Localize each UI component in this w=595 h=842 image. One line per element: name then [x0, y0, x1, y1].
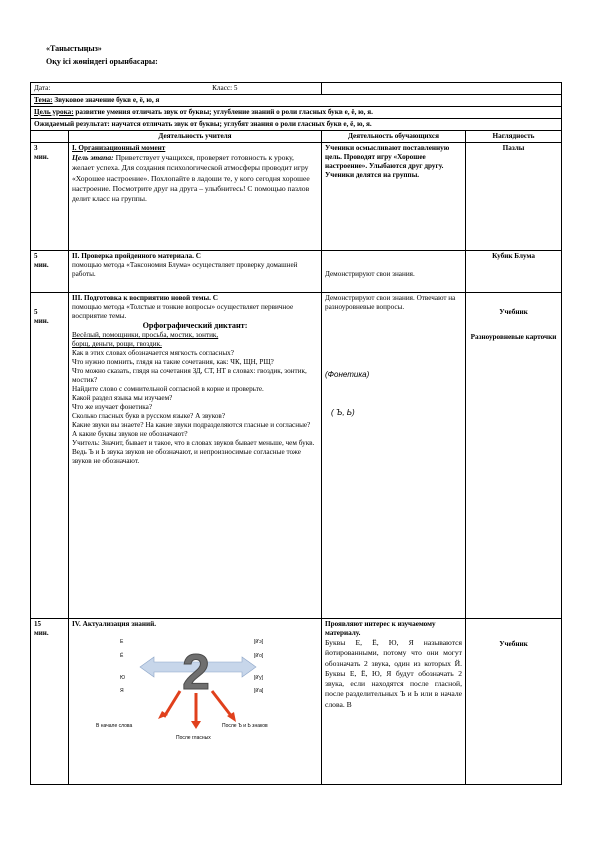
answer-phonetics: (Фонетика)	[325, 370, 370, 379]
answer-signs: ( Ъ, Ь)	[331, 408, 355, 417]
stage3-teacher: III. Подготовка к восприятию новой темы. С помощью метода «Толстые и тонкие вопросы» осуществляет первичное восприятие темы. Орфографический диктант: Весёлый, помощники, просьба, мостик, зонтик, борщ, деньги, рощи, гвоздик. Как в этих словах обозначается мягкость согласных? Что нужно помнить, глядя на такие сочетания, как: ЧК, ЩН, РЩ? Что можно сказать, глядя на сочетания ЗД, СТ, НТ в словах: гвоздик, зонтик, мостик? Найдите слово с сомнительной согласной в корне и проверьте. Какой раздел языка мы изучаем? Что же изучает фонетика? Сколько гласных букв в русском языке? А звуков? Какие звуки вы знаете? На какие звуки подразделяются гласные и согласные? А какие буквы звуков не обозначают? Учитель: Значит, бывает и такое, что в словах звуков бывает меньше, чем букв. Ведь Ъ и Ь звука звуков не обозначают, и непроизносимые согласные тоже звуков не обозначают.	[69, 293, 322, 619]
stage2-time: 5 мин.	[31, 251, 69, 293]
approval-line-2: Оқу ісі жөніндегі орынбасары:	[46, 57, 158, 66]
diagram-graphic	[72, 633, 317, 751]
col-visuals: Наглядность	[466, 131, 562, 143]
stage3-students: Демонстрируют свои знания. Отвечают на разноуровневые вопросы. (Фонетика) ( Ъ, Ь)	[322, 293, 466, 619]
goal-row: Цель урока: развитие умения отличать звук от буквы; углубление знаний о роли гласных букв е, ё, ю, я.	[31, 107, 562, 119]
stage3-time: 5 мин.	[31, 293, 69, 619]
stage1-time: 3 мин.	[31, 143, 69, 251]
stage4-visual: Учебник	[466, 619, 562, 785]
topic-row: Тема: Звуковое значение букв е, ё, ю, я	[31, 95, 562, 107]
stage1-visual: Пазлы	[466, 143, 562, 251]
stage2-visual: Кубик Блума	[466, 251, 562, 293]
arrow-left	[164, 691, 180, 717]
expected-value: научатся отличать звук от буквы; углубят знания о роли гласных букв е, ё, ю, я.	[111, 120, 372, 128]
stage1-students: Ученики осмысливают поставленную цель. Проводят игру «Хорошее настроение». Улыбаются друг другу. Ученики делятся на группы.	[322, 143, 466, 251]
stage3-visual: Учебник Разноуровневые карточки	[466, 293, 562, 619]
iotated-letters-diagram: 2 Е Ё Ю Я [й'э] [й'о] [й'у] [й'а] В начале слова После гласных После Ъ и Ь знаков	[72, 633, 318, 751]
arrow-right	[212, 691, 232, 717]
dictation-words-1: Весёлый, помощники, просьба, мостик, зонтик,	[72, 331, 219, 340]
goal-value: развитие умения отличать звук от буквы; углубление знаний о роли гласных букв е, ё, ю, я.	[75, 108, 373, 116]
dictation-title: Орфографический диктант:	[142, 321, 248, 330]
dictation-words-2: борщ, деньги, рощи, гвоздик.	[72, 340, 162, 349]
label-after-signs: После Ъ и Ь знаков	[222, 723, 268, 729]
label-word-start: В начале слова	[96, 723, 133, 729]
stage1-teacher: I. Организационный момент Цель этапа: Приветствует учащихся, проверяет готовность к уроку, желает успеха. Для создания психологической атмосферы проводит игру «Хорошее настроение». Похлопайте в ладоши те, у кого сегодня хорошее настроение. Посмотрите друг на друга – улыбнитесь! С помощью пазлов делит класс на группы.	[69, 143, 322, 251]
topic-value: Звуковое значение букв е, ё, ю, я	[54, 96, 160, 104]
col-teacher: Деятельность учителя	[69, 131, 322, 143]
number-two: 2	[182, 644, 210, 700]
stage4-teacher: IV. Актуализация знаний. 2 Е Ё Ю Я [й'э] [й'о] [й'у] [й'а] В начале слова После гласных После Ъ и Ь знаков	[69, 619, 322, 785]
stage2-students: Демонстрируют свои знания.	[322, 251, 466, 293]
stage4-time: 15 мин.	[31, 619, 69, 785]
label-after-vowels: После гласных	[176, 735, 211, 741]
stage2-teacher: II. Проверка пройденного материала. С помощью метода «Таксономия Блума» осуществляет проверку домашней работы.	[69, 251, 322, 293]
stage4-students: Проявляют интерес к изучаемому материалу. Буквы Е, Ё, Ю, Я называются йотированными, потому что они могут обозначать 2 звука, один из которых Й. Буквы Е, Ё, Ю, Я будут обозначать 2 звука, если находятся после гласной, после разделительных Ъ и Ь или в начале слова. В	[322, 619, 466, 785]
question-list: Как в этих словах обозначается мягкость согласных? Что нужно помнить, глядя на такие сочетания, как: ЧК, ЩН, РЩ? Что можно сказать, глядя на сочетания ЗД, СТ, НТ в словах: гвоздик, зонтик, мостик? Найдите слово с сомнительной согласной в корне и проверьте. Какой раздел языка мы изучаем? Что же изучает фонетика? Сколько гласных букв в русском языке? А звуков? Какие звуки вы знаете? На какие звуки подразделяются гласные и согласные? А какие буквы звуков не обозначают? Учитель: Значит, бывает и такое, что в словах звуков бывает меньше, чем букв. Ведь Ъ и Ь звука звуков не обозначают, и непроизносимые согласные тоже звуков не обозначают.	[72, 349, 315, 466]
col-students: Деятельность обучающихся	[322, 131, 466, 143]
class-label: Класс: 5	[212, 84, 238, 92]
lesson-plan-table	[30, 82, 562, 785]
date-cell: Дата: Класс: 5	[31, 83, 322, 95]
expected-row: Ожидаемый результат: научатся отличать звук от буквы; углубят знания о роли гласных букв е, ё, ю, я.	[31, 119, 562, 131]
approval-line-1: «Таныстыңыз»	[46, 44, 102, 53]
